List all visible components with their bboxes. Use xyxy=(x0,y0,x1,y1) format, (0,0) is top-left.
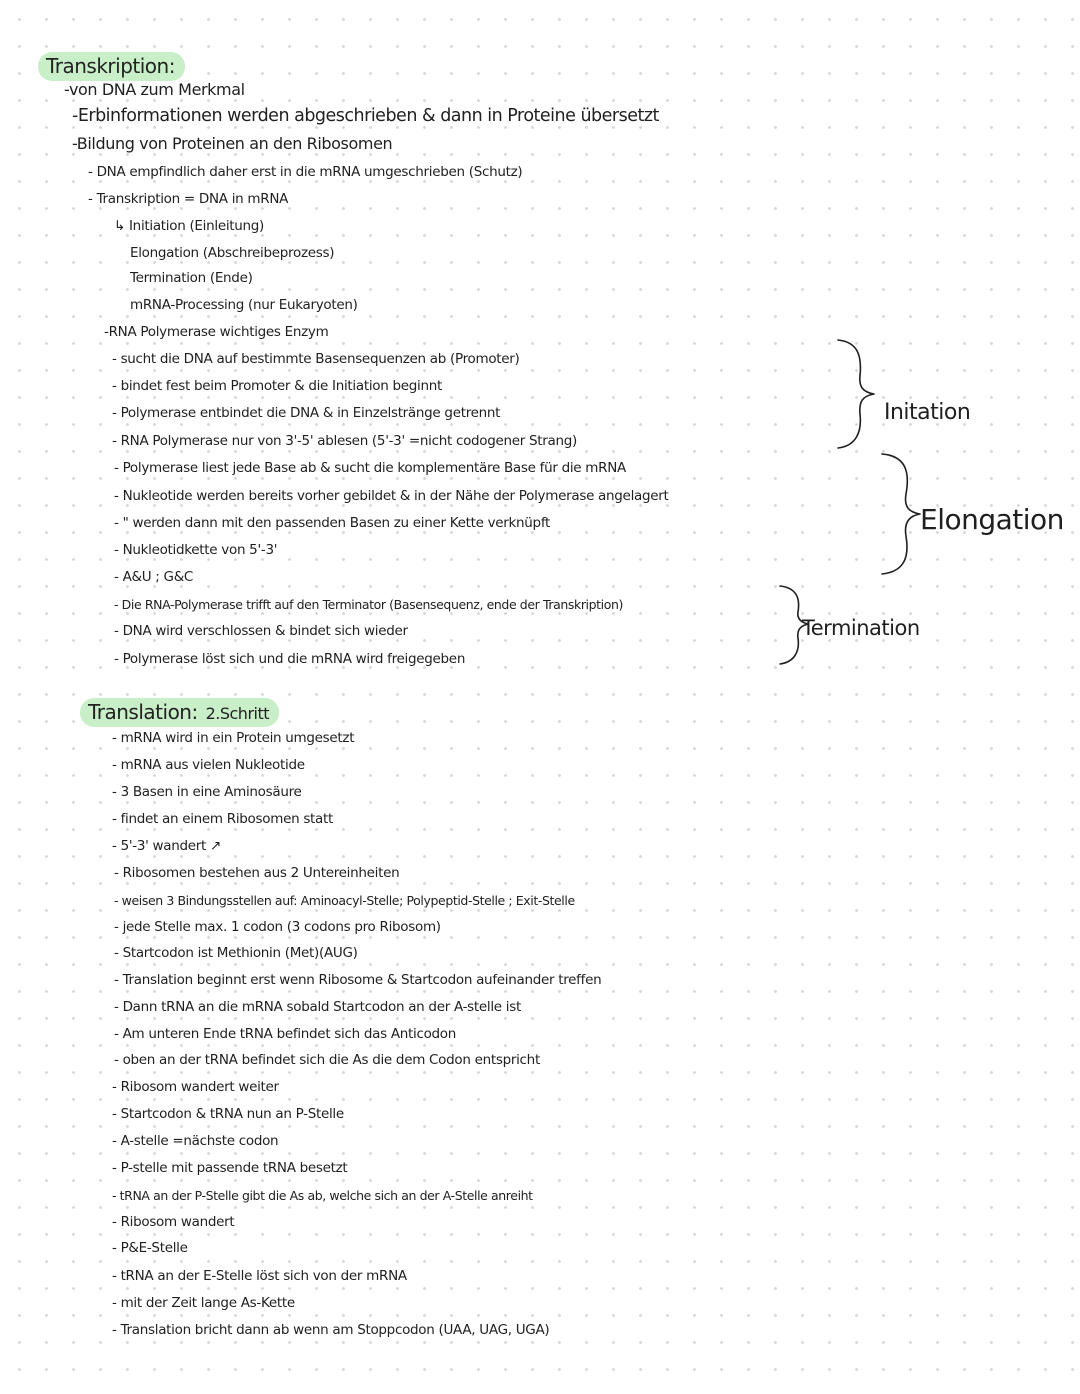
transkription-line: ↳ Initiation (Einleitung) xyxy=(114,218,265,234)
transkription-line: - RNA Polymerase nur von 3'-5' ablesen (5'-3' =nicht codogener Strang) xyxy=(112,433,578,449)
transkription-line: -Bildung von Proteinen an den Ribosomen xyxy=(72,134,393,153)
transkription-line: - Polymerase entbindet die DNA & in Einzelstränge getrennt xyxy=(112,405,501,421)
translation-line: - findet an einem Ribosomen statt xyxy=(112,811,334,827)
translation-heading xyxy=(80,698,279,727)
translation-line: - Translation beginnt erst wenn Ribosome & Startcodon aufeinander treffen xyxy=(114,972,602,988)
transkription-line: - Nukleotidkette von 5'-3' xyxy=(114,542,278,558)
transkription-line: -Erbinformationen werden abgeschrieben & dann in Proteine übersetzt xyxy=(72,106,659,126)
translation-title: Translation: xyxy=(88,700,198,724)
transkription-line: -von DNA zum Merkmal xyxy=(64,80,245,99)
transkription-line: - DNA empfindlich daher erst in die mRNA umgeschrieben (Schutz) xyxy=(88,164,523,180)
transkription-line: - " werden dann mit den passenden Basen zu einer Kette verknüpft xyxy=(114,515,551,531)
translation-line: - Dann tRNA an die mRNA sobald Startcodon an der A-stelle ist xyxy=(114,999,521,1015)
translation-line: - Ribosom wandert weiter xyxy=(112,1079,279,1095)
transkription-line: -RNA Polymerase wichtiges Enzym xyxy=(104,324,329,340)
transkription-line: - DNA wird verschlossen & bindet sich wieder xyxy=(114,623,408,639)
elongation-label: Elongation xyxy=(920,503,1064,536)
translation-line: - mit der Zeit lange As-Kette xyxy=(112,1295,295,1311)
translation-subtitle: 2.Schritt xyxy=(205,704,270,723)
translation-line: - mRNA aus vielen Nukleotide xyxy=(112,757,305,773)
transkription-line: - Die RNA-Polymerase trifft auf den Terminator (Basensequenz, ende der Transkription) xyxy=(114,597,623,612)
transkription-line: mRNA-Processing (nur Eukaryoten) xyxy=(130,297,358,313)
transkription-line: Elongation (Abschreibeprozess) xyxy=(130,245,335,261)
translation-line: - jede Stelle max. 1 codon (3 codons pro Ribosom) xyxy=(114,919,441,935)
transkription-title: Transkription: xyxy=(46,54,175,78)
initiation-label: Initation xyxy=(884,400,971,425)
transkription-line: - A&U ; G&C xyxy=(114,569,194,585)
transkription-line: - Nukleotide werden bereits vorher gebildet & in der Nähe der Polymerase angelagert xyxy=(114,488,669,504)
transkription-heading xyxy=(38,52,185,81)
initiation-brace xyxy=(832,336,882,452)
transkription-line: Termination (Ende) xyxy=(130,270,253,286)
transkription-line: - Transkription = DNA in mRNA xyxy=(88,191,289,207)
translation-line: - A-stelle =nächste codon xyxy=(112,1133,279,1149)
translation-line: - P&E-Stelle xyxy=(112,1240,188,1256)
translation-line: - Startcodon & tRNA nun an P-Stelle xyxy=(112,1106,344,1122)
elongation-brace xyxy=(874,450,924,578)
translation-line: - Translation bricht dann ab wenn am Stoppcodon (UAA, UAG, UGA) xyxy=(112,1322,550,1338)
translation-line: - 5'-3' wandert ↗ xyxy=(112,838,222,854)
translation-line: - weisen 3 Bindungsstellen auf: Aminoacyl-Stelle; Polypeptid-Stelle ; Exit-Stelle xyxy=(114,893,575,908)
translation-line: - mRNA wird in ein Protein umgesetzt xyxy=(112,730,355,746)
translation-line: - Startcodon ist Methionin (Met)(AUG) xyxy=(114,945,358,961)
termination-label: Termination xyxy=(802,616,920,640)
translation-line: - Am unteren Ende tRNA befindet sich das Anticodon xyxy=(114,1026,457,1042)
translation-line: - P-stelle mit passende tRNA besetzt xyxy=(112,1160,348,1176)
translation-line: - 3 Basen in eine Aminosäure xyxy=(112,784,302,800)
transkription-line: - Polymerase liest jede Base ab & sucht die komplementäre Base für die mRNA xyxy=(114,460,626,476)
transkription-line: - sucht die DNA auf bestimmte Basensequenzen ab (Promoter) xyxy=(112,351,520,367)
translation-line: - tRNA an der E-Stelle löst sich von der mRNA xyxy=(112,1268,407,1284)
translation-line: - tRNA an der P-Stelle gibt die As ab, welche sich an der A-Stelle anreiht xyxy=(112,1188,533,1203)
translation-line: - Ribosomen bestehen aus 2 Untereinheiten xyxy=(114,865,400,881)
translation-line: - Ribosom wandert xyxy=(112,1214,235,1230)
transkription-line: - bindet fest beim Promoter & die Initiation beginnt xyxy=(112,378,443,394)
translation-line: - oben an der tRNA befindet sich die As die dem Codon entspricht xyxy=(114,1052,540,1068)
transkription-line: - Polymerase löst sich und die mRNA wird freigegeben xyxy=(114,651,466,667)
